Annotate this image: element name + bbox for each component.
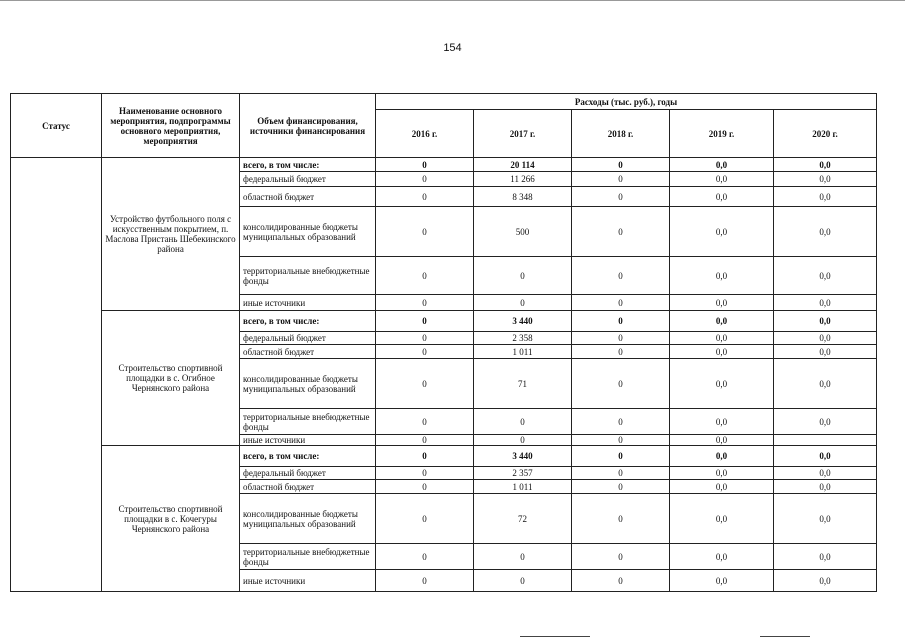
expense-value: 0,0	[774, 187, 877, 207]
expense-value: 72	[474, 494, 572, 544]
table-row	[11, 311, 877, 332]
expense-value: 0	[376, 311, 474, 332]
funding-source: консолидированные бюджеты муниципальных образований	[240, 207, 376, 257]
header-volume: Объем финансирования, источники финансирования	[240, 94, 376, 158]
expense-value: 0,0	[670, 158, 774, 172]
expense-value: 11 266	[474, 172, 572, 187]
expense-value: 0,0	[670, 207, 774, 257]
header-year: 2017 г.	[474, 110, 572, 158]
expense-value	[774, 435, 877, 446]
expense-value: 0,0	[774, 311, 877, 332]
expense-value: 0,0	[670, 446, 774, 467]
expense-value: 0	[572, 570, 670, 592]
expense-value: 0	[376, 544, 474, 570]
expense-value: 0	[572, 446, 670, 467]
expense-value: 0,0	[774, 345, 877, 359]
expense-value: 0,0	[774, 446, 877, 467]
expense-value: 0	[572, 480, 670, 494]
expense-value: 0,0	[670, 435, 774, 446]
expense-value: 0,0	[774, 172, 877, 187]
expense-value: 3 440	[474, 311, 572, 332]
expense-value: 0,0	[670, 409, 774, 435]
expense-value: 3 440	[474, 446, 572, 467]
expense-value: 2 358	[474, 332, 572, 345]
table-row	[11, 158, 877, 172]
expense-value: 0,0	[670, 467, 774, 480]
expense-value: 0	[376, 359, 474, 409]
expense-value: 0,0	[670, 494, 774, 544]
funding-source: консолидированные бюджеты муниципальных образований	[240, 494, 376, 544]
funding-source: иные источники	[240, 570, 376, 592]
expense-value: 0	[572, 332, 670, 345]
expense-value: 0,0	[774, 544, 877, 570]
expense-value: 0,0	[670, 187, 774, 207]
expense-value: 0	[572, 345, 670, 359]
expense-value: 0	[376, 187, 474, 207]
expense-value: 0,0	[774, 480, 877, 494]
expense-value: 0	[376, 409, 474, 435]
expense-value: 0	[474, 435, 572, 446]
header-year: 2020 г.	[774, 110, 877, 158]
expense-value: 0	[376, 480, 474, 494]
expense-value: 0	[474, 570, 572, 592]
expense-value: 0	[474, 544, 572, 570]
activity-name: Устройство футбольного поля с искусственным покрытием, п. Маслова Пристань Шебекинского района	[102, 158, 240, 311]
table-body	[11, 158, 877, 592]
activity-name: Строительство спортивной площадки в с. Кочегуры Чернянского района	[102, 446, 240, 592]
expense-value: 0,0	[774, 257, 877, 295]
funding-source: иные источники	[240, 295, 376, 311]
scan-artifact-bottom-right	[760, 636, 810, 637]
expense-value: 0	[572, 295, 670, 311]
expense-value: 0	[376, 332, 474, 345]
funding-source: территориальные внебюджетные фонды	[240, 257, 376, 295]
header-year: 2019 г.	[670, 110, 774, 158]
expense-value: 1 011	[474, 480, 572, 494]
expense-value: 0,0	[670, 480, 774, 494]
expense-value: 8 348	[474, 187, 572, 207]
expense-value: 0,0	[670, 570, 774, 592]
funding-source: всего, в том числе:	[240, 446, 376, 467]
expense-value: 0	[572, 187, 670, 207]
expense-value: 0	[376, 435, 474, 446]
header-year: 2016 г.	[376, 110, 474, 158]
expense-value: 0	[376, 295, 474, 311]
expense-value: 0	[572, 435, 670, 446]
expense-value: 0,0	[670, 311, 774, 332]
funding-source: всего, в том числе:	[240, 158, 376, 172]
expense-value: 1 011	[474, 345, 572, 359]
funding-source: федеральный бюджет	[240, 332, 376, 345]
expense-value: 0	[572, 467, 670, 480]
expense-value: 0	[572, 494, 670, 544]
header-status: Статус	[11, 94, 102, 158]
expense-value: 0,0	[670, 257, 774, 295]
expense-value: 0,0	[670, 345, 774, 359]
budget-table	[10, 93, 877, 592]
scan-artifact-bottom	[520, 636, 590, 637]
expense-value: 0,0	[670, 295, 774, 311]
expense-value: 0,0	[774, 494, 877, 544]
funding-source: федеральный бюджет	[240, 172, 376, 187]
funding-source: всего, в том числе:	[240, 311, 376, 332]
funding-source: иные источники	[240, 435, 376, 446]
header-year: 2018 г.	[572, 110, 670, 158]
expense-value: 0	[572, 409, 670, 435]
funding-source: областной бюджет	[240, 345, 376, 359]
expense-value: 500	[474, 207, 572, 257]
funding-source: федеральный бюджет	[240, 467, 376, 480]
expense-value: 0	[474, 257, 572, 295]
scan-artifact-top	[0, 0, 905, 1]
funding-source: территориальные внебюджетные фонды	[240, 544, 376, 570]
expense-value: 0	[376, 207, 474, 257]
expense-value: 0	[572, 311, 670, 332]
activity-name: Строительство спортивной площадки в с. Огибное Чернянского района	[102, 311, 240, 446]
expense-value: 0	[376, 467, 474, 480]
funding-source: областной бюджет	[240, 187, 376, 207]
expense-value: 0	[376, 158, 474, 172]
expense-value: 0,0	[774, 467, 877, 480]
funding-source: территориальные внебюджетные фонды	[240, 409, 376, 435]
expense-value: 71	[474, 359, 572, 409]
expense-value: 0	[474, 409, 572, 435]
header-expenses: Расходы (тыс. руб.), годы	[376, 94, 877, 110]
expense-value: 0	[376, 570, 474, 592]
header-name: Наименование основного мероприятия, подпрограммы основного мероприятия, мероприятия	[102, 94, 240, 158]
funding-source: консолидированные бюджеты муниципальных образований	[240, 359, 376, 409]
expense-value: 0	[376, 345, 474, 359]
expense-value: 0	[572, 207, 670, 257]
expense-value: 0,0	[670, 172, 774, 187]
expense-value: 0	[376, 172, 474, 187]
status-cell	[11, 158, 102, 592]
expense-value: 0	[376, 494, 474, 544]
expense-value: 0,0	[670, 544, 774, 570]
table-row	[11, 446, 877, 467]
page-number: 154	[443, 42, 462, 54]
expense-value: 0,0	[774, 332, 877, 345]
expense-value: 0,0	[774, 207, 877, 257]
expense-value: 0	[572, 544, 670, 570]
expense-value: 0,0	[774, 158, 877, 172]
funding-source: областной бюджет	[240, 480, 376, 494]
expense-value: 0	[572, 172, 670, 187]
expense-value: 0,0	[774, 570, 877, 592]
expense-value: 0	[572, 158, 670, 172]
expense-value: 0,0	[670, 332, 774, 345]
expense-value: 0,0	[774, 359, 877, 409]
expense-value: 0	[572, 359, 670, 409]
expense-value: 0,0	[774, 295, 877, 311]
expense-value: 2 357	[474, 467, 572, 480]
expense-value: 0	[376, 257, 474, 295]
expense-value: 0	[376, 446, 474, 467]
expense-value: 0	[572, 257, 670, 295]
expense-value: 0	[474, 295, 572, 311]
expense-value: 20 114	[474, 158, 572, 172]
expense-value: 0,0	[670, 359, 774, 409]
expense-value: 0,0	[774, 409, 877, 435]
